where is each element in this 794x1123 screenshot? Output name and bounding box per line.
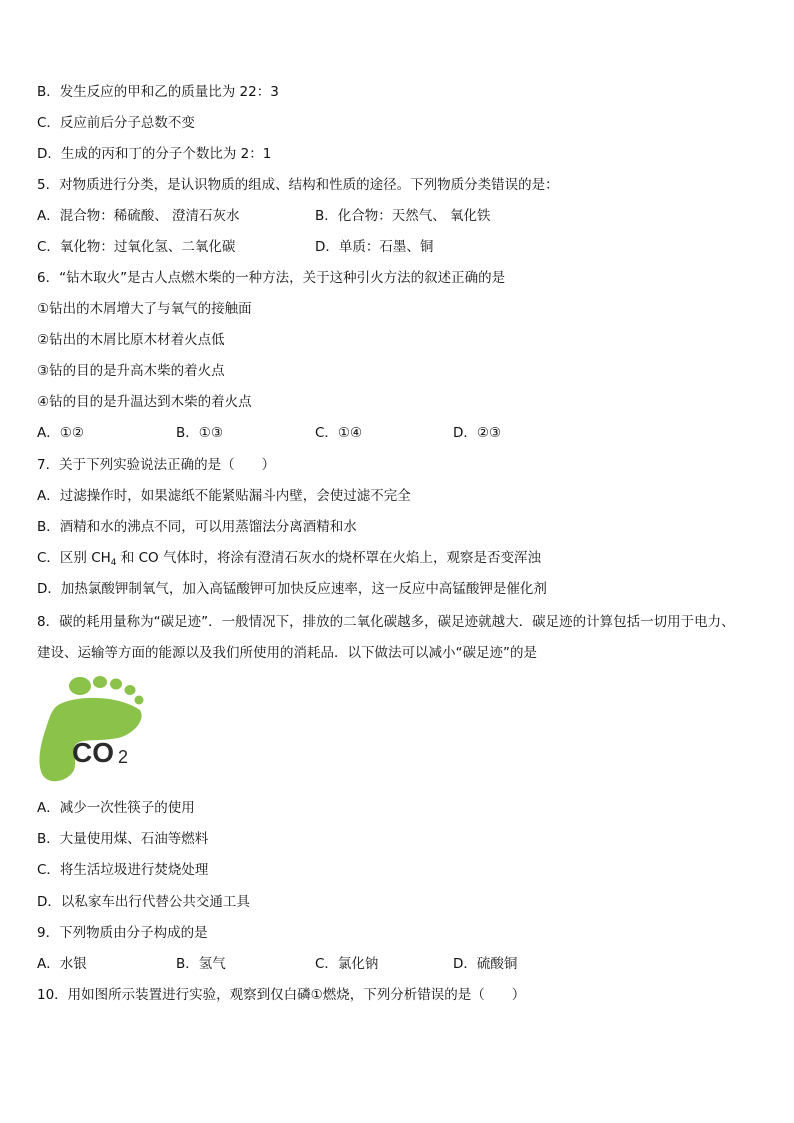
co2-logo-subscript: 2	[118, 747, 129, 767]
q7-option-c-sub: 4	[110, 558, 117, 568]
q9-stem: 9．下列物质由分子构成的是	[37, 925, 208, 941]
q4-option-c: C．反应前后分子总数不变	[37, 115, 195, 131]
q5-option-d: D．单质：石墨、铜	[315, 239, 434, 255]
q8-stem-line1: 8．碳的耗用量称为“碳足迹”．一般情况下，排放的二氧化碳越多，碳足迹就越大．碳足迹的计算包括一切用于电力、	[37, 614, 735, 630]
q10-stem: 10．用如图所示装置进行实验，观察到仅白磷①燃烧，下列分析错误的是（ ）	[37, 987, 526, 1003]
footprint-icon	[38, 674, 148, 786]
q8-option-d: D．以私家车出行代替公共交通工具	[37, 894, 250, 910]
q6-statement-2: ②钻出的木屑比原木材着火点低	[37, 332, 225, 348]
q8-option-c: C．将生活垃圾进行焚烧处理	[37, 862, 209, 878]
q9-option-a: A．水银	[37, 956, 87, 972]
q7-option-b: B．酒精和水的沸点不同，可以用蒸馏法分离酒精和水	[37, 519, 357, 535]
toe-5	[135, 696, 144, 705]
carbon-footprint-image	[38, 674, 148, 786]
co2-logo-text: CO	[72, 737, 114, 768]
q8-option-a: A．减少一次性筷子的使用	[37, 800, 195, 816]
q7-option-c	[37, 548, 541, 573]
toe-2	[93, 676, 107, 688]
q5-option-a: A．混合物：稀硫酸、 澄清石灰水	[37, 208, 240, 224]
q7-stem: 7．关于下列实验说法正确的是（ ）	[37, 457, 276, 473]
toe-4	[125, 685, 136, 695]
q6-statement-3: ③钻的目的是升高木柴的着火点	[37, 363, 225, 379]
q6-statement-4: ④钻的目的是升温达到木柴的着火点	[37, 394, 252, 410]
q8-stem-line2: 建设、运输等方面的能源以及我们所使用的消耗品．以下做法可以减小“碳足迹”的是	[37, 645, 537, 661]
q9-option-d: D．硫酸铜	[453, 956, 518, 972]
q7-option-c-post: 和 CO 气体时，将涂有澄清石灰水的烧杯罩在火焰上，观察是否变浑浊	[116, 550, 541, 566]
toe-3	[110, 679, 122, 690]
q5-option-c: C．氧化物：过氧化氢、二氧化碳	[37, 239, 236, 255]
q5-option-b: B．化合物：天然气、 氧化铁	[315, 208, 491, 224]
q4-option-b: B．发生反应的甲和乙的质量比为 22：3	[37, 84, 279, 100]
q4-option-d: D．生成的丙和丁的分子个数比为 2：1	[37, 146, 272, 162]
q7-option-c-pre: C．区别 CH	[37, 550, 111, 566]
q7-option-d: D．加热氯酸钾制氧气，加入高锰酸钾可加快反应速率，这一反应中高锰酸钾是催化剂	[37, 581, 547, 597]
q6-option-b: B．①③	[176, 425, 223, 441]
q7-option-a: A．过滤操作时，如果滤纸不能紧贴漏斗内壁，会使过滤不完全	[37, 488, 411, 504]
q6-stem: 6．“钻木取火”是古人点燃木柴的一种方法，关于这种引火方法的叙述正确的是	[37, 270, 506, 286]
q6-statement-1: ①钻出的木屑增大了与氧气的接触面	[37, 301, 252, 317]
q9-option-c: C．氯化钠	[315, 956, 379, 972]
q8-option-b: B．大量使用煤、石油等燃料	[37, 831, 209, 847]
q6-option-c: C．①④	[315, 425, 363, 441]
q9-option-b: B．氢气	[176, 956, 226, 972]
q6-option-a: A．①②	[37, 425, 84, 441]
q5-stem: 5．对物质进行分类，是认识物质的组成、结构和性质的途径。下列物质分类错误的是：	[37, 177, 559, 193]
toe-big	[69, 677, 91, 695]
q6-option-d: D．②③	[453, 425, 502, 441]
